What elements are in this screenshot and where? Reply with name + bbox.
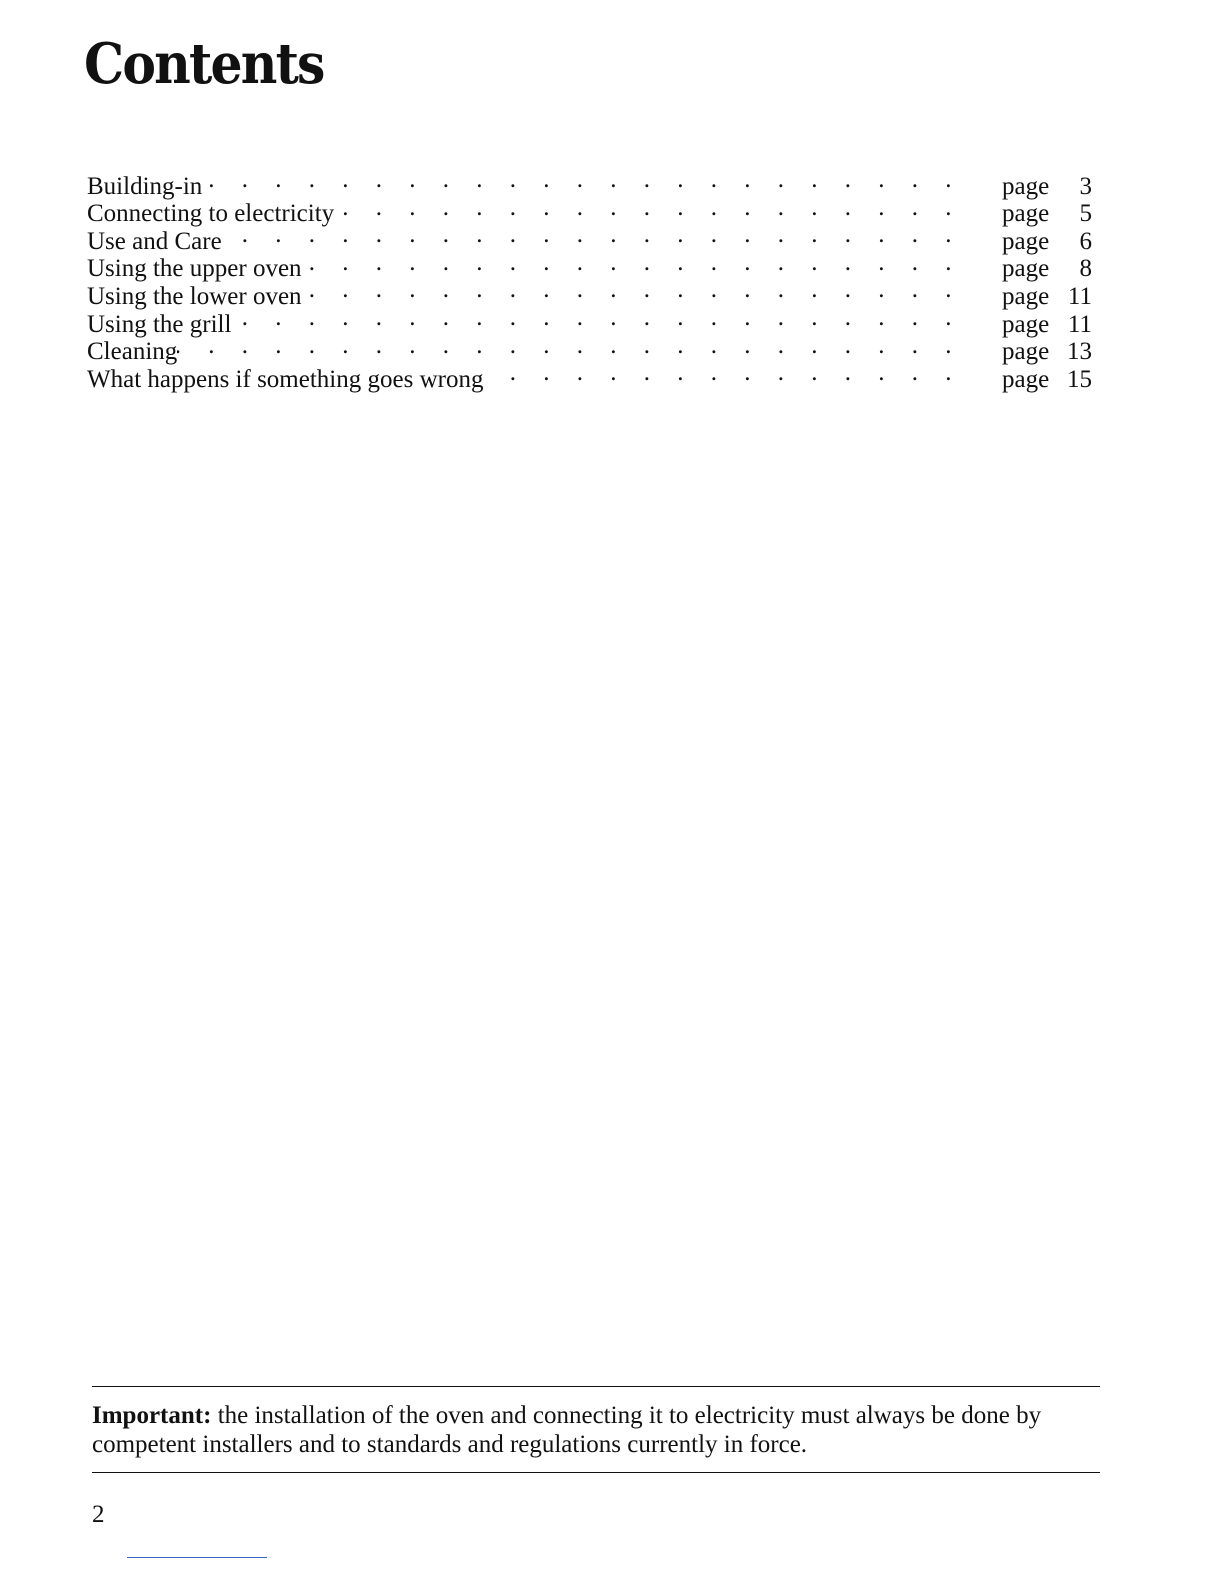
toc-entry-cleaning[interactable]: [87, 332, 1092, 366]
toc-page-number: 15: [1067, 365, 1092, 393]
notice-label: Important:: [92, 1402, 212, 1429]
toc-page-word: page: [1002, 200, 1050, 228]
toc-page-number: 8: [1079, 255, 1092, 283]
toc-entry-connecting-to-electricity[interactable]: [87, 194, 1092, 228]
table-of-contents: [87, 166, 1092, 393]
toc-page-number: 3: [1079, 172, 1092, 200]
toc-entry-label: Building-in: [87, 172, 203, 200]
toc-page-number: 13: [1067, 338, 1092, 366]
dot-leader: [222, 221, 962, 249]
toc-entry-what-happens-if-something-goes-wrong[interactable]: [87, 359, 1092, 393]
notice-top-divider: [92, 1386, 1100, 1387]
dot-leader: [231, 304, 962, 332]
dot-leader: [334, 194, 962, 222]
toc-entry-label: Using the lower oven: [87, 282, 302, 310]
toc-page-number: 11: [1067, 310, 1092, 338]
dot-leader: [483, 359, 962, 387]
toc-page-word: page: [1002, 172, 1050, 200]
toc-entry-using-the-upper-oven[interactable]: [87, 249, 1092, 283]
dot-leader: [302, 276, 962, 304]
toc-entry-label: Connecting to electricity: [87, 200, 335, 228]
toc-page-word: page: [1002, 227, 1050, 255]
toc-page-word: page: [1002, 365, 1050, 393]
toc-page-number: 6: [1079, 227, 1092, 255]
toc-entry-label: Using the grill: [87, 310, 232, 338]
toc-entry-label: Use and Care: [87, 227, 222, 255]
notice-bottom-divider: [92, 1472, 1100, 1473]
important-notice: [92, 1401, 1102, 1459]
toc-entry-label: Using the upper oven: [87, 255, 302, 283]
scan-edge-mark: [127, 1557, 267, 1558]
page-number: 2: [92, 1501, 105, 1528]
dot-leader: [302, 249, 962, 277]
dot-leader: [177, 332, 962, 360]
toc-entry-label: Cleaning: [87, 338, 178, 366]
toc-entry-using-the-grill[interactable]: [87, 304, 1092, 338]
toc-page-word: page: [1002, 310, 1050, 338]
toc-page-word: page: [1002, 338, 1050, 366]
toc-entry-use-and-care[interactable]: [87, 221, 1092, 255]
notice-text: the installation of the oven and connecting it to electricity must always be done by competent installers and to standards and regulations currently in force.: [92, 1402, 1042, 1458]
dot-leader: [202, 166, 962, 194]
toc-page-number: 5: [1079, 200, 1092, 228]
toc-page-word: page: [1002, 255, 1050, 283]
toc-page-word: page: [1002, 282, 1050, 310]
toc-page-number: 11: [1067, 282, 1092, 310]
toc-entry-label: What happens if something goes wrong: [87, 365, 484, 393]
page-title: Contents: [84, 31, 324, 97]
toc-entry-building-in[interactable]: [87, 166, 1092, 200]
